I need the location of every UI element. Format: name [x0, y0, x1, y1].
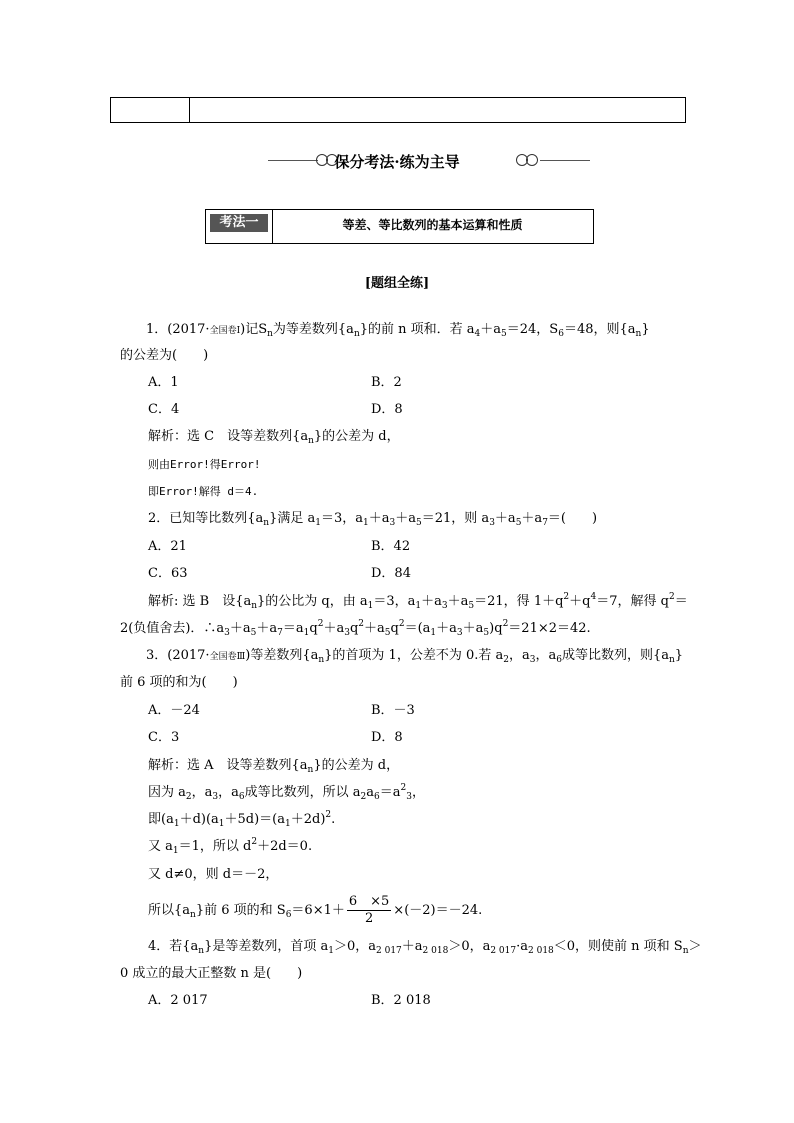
q3-analysis-2: 因为 $a_2$，$a_3$，$a_6$成等比数列，所以 $a_2a_6=a^2_3$， — [148, 783, 425, 802]
q3-analysis-1: 解析：选 A 设等差数列$\{a_n\}$的公差为 d， — [148, 758, 400, 775]
q1-option-a: A．1 — [148, 375, 179, 390]
q2-option-b: B．42 — [371, 539, 411, 554]
method-box — [205, 209, 594, 244]
q3-analysis-4: 又 $a_1=1$，所以 $d^2+2d=0$. — [148, 837, 313, 856]
q3-stem: 3．(2017·全国卷Ⅲ)等差数列$\{a_n\}$的首项为 1，公差不为 0.若 $a_2$，$a_3$，$a_6$成等比数列，则$\{a_n\}$ — [146, 648, 684, 665]
q2-option-c: C．63 — [148, 566, 188, 581]
q1-option-d: D．8 — [371, 402, 403, 417]
q3-option-d: D．8 — [371, 730, 403, 745]
header-table-divider — [189, 98, 190, 122]
q1-option-b: B．2 — [371, 375, 402, 390]
q3-analysis-3: 即$(a_1+d)(a_1+5d)=(a_1+2d)^2$. — [148, 810, 336, 829]
q4-stem: 4．若$\{a_n\}$是等差数列，首项 $a_1>0$，$a_{2 017}+a_{2 018}>0$，$a_{2 017}\cdot a_{2 018}<0$，则使前 n 项和 $S_n>$ — [148, 939, 702, 956]
q2-option-a: A．21 — [148, 539, 187, 554]
q4-option-a: A．2 017 — [148, 993, 208, 1008]
q1-stem: 1．(2017·全国卷Ⅰ)记$S_n$为等差数列$\{a_n\}$的前 n 项和．若 $a_4+a_5=24$，$S_6=48$，则$\{a_n\}$ — [146, 322, 650, 339]
q1-stem-line2: 的公差为( ) — [120, 348, 209, 363]
q2-analysis-2: 2(负值舍去)．$\therefore a_3+a_5+a_7=a_1q^2+a_3q^2+a_5q^2=(a_1+a_3+a_5)q^2=21\times 2=42$. — [120, 619, 591, 638]
q1-analysis-1: 解析：选 C 设等差数列$\{a_n\}$的公差为 d， — [148, 429, 400, 446]
ring-icon — [526, 154, 538, 166]
q2-option-d: D．84 — [371, 566, 411, 581]
fraction: $\frac{6 \times 5}{2}$ — [348, 894, 390, 926]
method-title: 等差、等比数列的基本运算和性质 — [342, 218, 523, 232]
q3-option-a: A．－24 — [148, 703, 200, 718]
q1-option-c: C．4 — [148, 402, 180, 417]
method-tag: 考法一 — [210, 214, 268, 232]
q3-option-b: B．－3 — [371, 703, 415, 718]
q4-option-b: B．2 018 — [371, 993, 431, 1008]
q1-analysis-3: 即Error!解得 d＝4. — [148, 485, 259, 498]
header-table — [110, 97, 686, 123]
q2-stem: 2．已知等比数列$\{a_n\}$满足 $a_1=3$，$a_1+a_3+a_5=21$，则 $a_3+a_5+a_7=$( ) — [148, 511, 598, 528]
subheading: [题组全练] — [364, 276, 430, 291]
q4-stem-line2: 0 成立的最大正整数 n 是( ) — [120, 966, 303, 981]
q3-stem-line2: 前 6 项的和为( ) — [120, 675, 238, 690]
q2-analysis-1: 解析: 选 B 设$\{a_n\}$的公比为 q，由 $a_1=3$，$a_1+a_3+a_5=21$，得 $1+q^2+q^4=7$，解得 $q^2=$ — [148, 592, 688, 611]
q1-analysis-2: 则由Error!得Error! — [148, 458, 261, 471]
title-decoration-right — [540, 160, 590, 161]
section-title: 保分考法·练为主导 — [334, 153, 460, 171]
q3-analysis-6: 所以$\{a_n\}$前 6 项的和 $S_6=6\times 1+$ $\frac{6 \times 5}{2}$ ×(－2)＝－24. — [148, 894, 483, 926]
q3-option-c: C．3 — [148, 730, 180, 745]
q3-analysis-5: 又 d≠0，则 d＝－2， — [148, 867, 279, 882]
